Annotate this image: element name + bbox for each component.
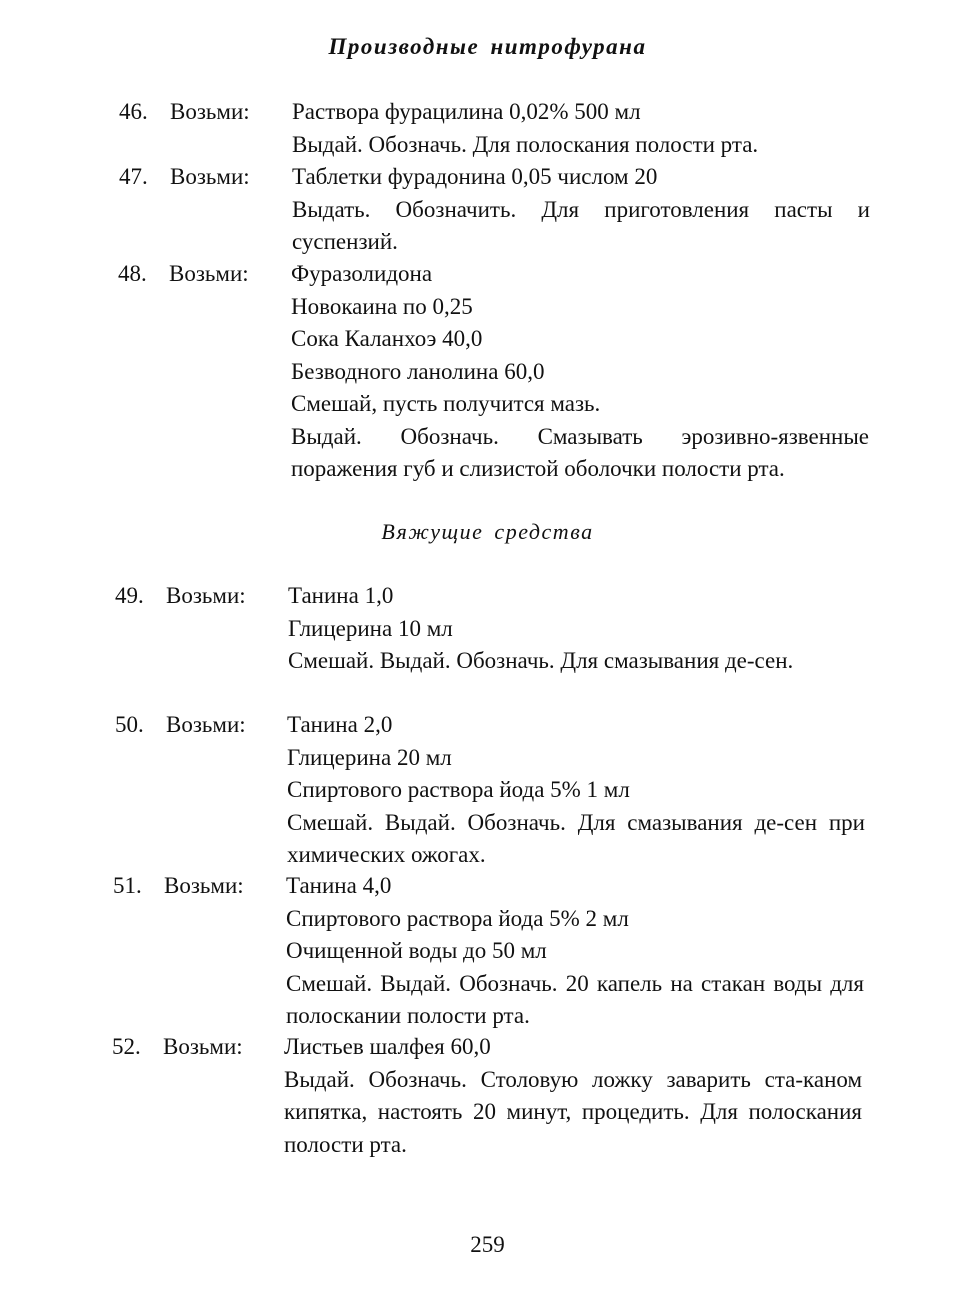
recipe-line: Фуразолидона bbox=[291, 261, 433, 286]
recipe-number: 52. bbox=[112, 1034, 141, 1059]
recipe-line: Таблетки фурадонина 0,05 числом 20 bbox=[292, 164, 658, 189]
take-label: Возьми: bbox=[169, 261, 249, 286]
take-label: Возьми: bbox=[164, 873, 244, 898]
recipe-number: 48. bbox=[118, 261, 147, 286]
recipe-line: Листьев шалфея 60,0 bbox=[284, 1034, 491, 1059]
recipe-number: 50. bbox=[115, 712, 144, 737]
take-label: Возьми: bbox=[170, 99, 250, 124]
recipe-number: 47. bbox=[119, 164, 148, 189]
recipe-line: Сока Каланхоэ 40,0 bbox=[291, 326, 483, 351]
recipe-instruction: Смешай. Выдай. Обозначь. 20 капель на стакан воды для полоскании полости рта. bbox=[286, 970, 864, 1028]
recipe-line: Спиртового раствора йода 5% 1 мл bbox=[287, 777, 630, 802]
recipe-line: Спиртового раствора йода 5% 2 мл bbox=[286, 905, 629, 931]
recipe-line: Новокаина по 0,25 bbox=[291, 293, 473, 319]
recipe-instruction: Выдать. Обозначить. Для приготовления пасты и суспензий. bbox=[292, 196, 870, 254]
recipe-line: Смешай, пусть получится мазь. bbox=[291, 391, 601, 416]
recipe-line: Танина 2,0 bbox=[287, 712, 393, 737]
take-label: Возьми: bbox=[166, 712, 246, 737]
take-label: Возьми: bbox=[170, 164, 250, 189]
recipe-line: Раствора фурацилина 0,02% 500 мл bbox=[292, 99, 641, 124]
section-title-astringent: Вяжущие средства bbox=[381, 519, 594, 544]
recipe-instruction: Выдай. Обозначь. Столовую ложку заварить ста-каном кипятка, настоять 20 минут, процедить. Для полоскания полости рта. bbox=[284, 1066, 862, 1157]
recipe-line: Танина 4,0 bbox=[286, 873, 392, 898]
take-label: Возьми: bbox=[166, 583, 246, 608]
recipe-instruction: Смешай. Выдай. Обозначь. Для смазывания де-сен. bbox=[288, 648, 794, 673]
recipe-line: Глицерина 10 мл bbox=[288, 615, 453, 641]
recipe-number: 51. bbox=[113, 873, 142, 898]
recipe-line: Танина 1,0 bbox=[288, 583, 394, 608]
page-number: 259 bbox=[470, 1232, 505, 1257]
recipe-line: Выдай. Обозначь. Для полоскания полости рта. bbox=[292, 131, 759, 157]
section-title-nitrofuran: Производные нитрофурана bbox=[328, 34, 647, 59]
take-label: Возьми: bbox=[163, 1034, 243, 1059]
recipe-number: 49. bbox=[115, 583, 144, 608]
recipe-line: Очищенной воды до 50 мл bbox=[286, 938, 547, 963]
recipe-line: Безводного ланолина 60,0 bbox=[291, 358, 545, 384]
recipe-instruction: Выдай. Обозначь. Смазывать эрозивно-язвенные поражения губ и слизистой оболочки полости рта. bbox=[291, 423, 869, 481]
recipe-line: Глицерина 20 мл bbox=[287, 744, 452, 770]
recipe-instruction: Смешай. Выдай. Обозначь. Для смазывания де-сен при химических ожогах. bbox=[287, 809, 865, 867]
recipe-number: 46. bbox=[119, 99, 148, 124]
